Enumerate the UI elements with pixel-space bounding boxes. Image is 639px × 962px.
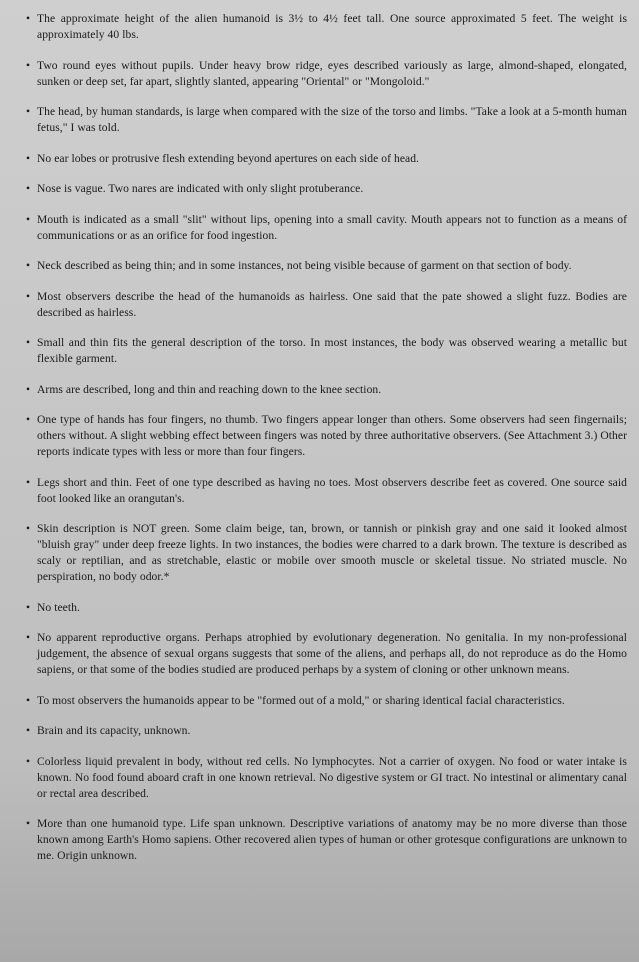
bullet-glyph: • (26, 212, 31, 226)
list-item-mold (28, 693, 627, 709)
list-item-skin (28, 521, 627, 585)
list-item-legs (28, 475, 627, 507)
list-item-torso (28, 335, 627, 367)
bullet-glyph: • (26, 413, 31, 426)
bullet-glyph: • (26, 259, 31, 272)
item-text: Small and thin fits the general description of the torso. In most instances, the body was observed wearing a metallic but flexible garment. (37, 336, 627, 365)
list-item-hair (28, 289, 627, 321)
item-text: No ear lobes or protrusive flesh extending beyond apertures on each side of head. (37, 151, 420, 165)
item-text: Brain and its capacity, unknown. (37, 724, 191, 737)
list-item-eyes (28, 58, 627, 90)
list-item-teeth (28, 600, 627, 616)
item-text: Mouth is indicated as a small "slit" without lips, opening into a small cavity. Mouth appears not to function as a means of communications or as an orifice for food ingestion. (37, 212, 627, 242)
item-text: More than one humanoid type. Life span unknown. Descriptive variations of anatomy may be no more diverse than those known among Earth's Homo sapiens. Other recovered alien types of human or other grotesque configurations are unknown to me. Origin unknown. (37, 817, 627, 862)
item-text: Colorless liquid prevalent in body, without red cells. No lymphocytes. Not a carrier of oxygen. No food or water intake is known. No food found aboard craft in one known retrieval. No digestive system or GI tract. No intestinal or alimentary canal or rectal area described. (37, 754, 627, 800)
bullet-glyph: • (26, 724, 31, 737)
item-text: Nose is vague. Two nares are indicated with only slight protuberance. (37, 182, 364, 195)
bullet-glyph: • (26, 12, 31, 25)
bullet-glyph: • (26, 817, 31, 830)
bullet-glyph: • (26, 105, 31, 118)
item-text: Two round eyes without pupils. Under heavy brow ridge, eyes described variously as large, almond-shaped, elongated, sunken or deep set, far apart, slightly slanted, appearing "Oriental" or "Mongoloid." (37, 58, 627, 88)
item-text: Skin description is NOT green. Some claim beige, tan, brown, or tannish or pinkish gray and one said it looked almost "bluish gray" under deep freeze lights. In two instances, the bodies were charred to a dark brown. The texture is described as scaly or reptilian, and as stretchable, elastic or mobile over smooth muscle or skeletal tissue. No striated muscle. No perspiration, no body odor.* (37, 522, 627, 583)
bullet-glyph: • (26, 522, 31, 535)
list-item-reproduction (28, 630, 627, 678)
list-item-mouth (28, 212, 627, 244)
list-item-arms (28, 382, 627, 398)
item-text: One type of hands has four fingers, no thumb. Two fingers appear longer than others. Some observers had seen fingernails; others without. A slight webbing effect between fingers was noted by three authoritative observers. (See Attachment 3.) Other reports indicate types with less or more than four fingers. (37, 413, 627, 458)
bullet-glyph: • (26, 693, 31, 707)
item-text: Arms are described, long and thin and reaching down to the knee section. (37, 382, 382, 396)
item-text: The approximate height of the alien humanoid is 3½ to 4½ feet tall. One source approximated 5 feet. The weight is approximately 40 lbs. (37, 12, 627, 41)
bullet-glyph: • (26, 151, 31, 165)
bullet-glyph: • (26, 475, 31, 489)
bullet-glyph: • (26, 58, 31, 72)
bullet-glyph: • (26, 631, 31, 644)
item-text: No teeth. (37, 600, 80, 614)
list-item-neck (28, 258, 627, 274)
item-text: No apparent reproductive organs. Perhaps atrophied by evolutionary degeneration. No genitalia. In my non-professional judgement, the absence of sexual organs suggests that some of the aliens, and perhaps all, do not reproduce as do the Homo sapiens, or that some of the bodies studied are produced perhaps by a system of cloning or other unknown means. (37, 631, 627, 676)
list-item-ears (28, 151, 627, 167)
list-item-hands (28, 412, 627, 460)
item-text: Legs short and thin. Feet of one type described as having no toes. Most observers describe feet as covered. One source said foot looked like an orangutan's. (37, 475, 627, 505)
item-text: To most observers the humanoids appear to be "formed out of a mold," or sharing identical facial characteristics. (37, 693, 565, 707)
list-item-liquid (28, 754, 627, 802)
list-item-nose (28, 181, 627, 197)
item-text: Most observers describe the head of the humanoids as hairless. One said that the pate showed a slight fuzz. Bodies are described as hairless. (37, 289, 627, 319)
item-text: Neck described as being thin; and in some instances, not being visible because of garment on that section of body. (37, 259, 572, 272)
bullet-glyph: • (26, 754, 31, 768)
bullet-glyph: • (26, 289, 31, 303)
bullet-glyph: • (26, 600, 31, 614)
bullet-glyph: • (26, 382, 31, 396)
bullet-glyph: • (26, 336, 31, 349)
list-item-height (28, 11, 627, 43)
list-item-head (28, 104, 627, 136)
bullet-glyph: • (26, 182, 31, 195)
list-item-brain (28, 723, 627, 739)
item-text: The head, by human standards, is large when compared with the size of the torso and limbs. "Take a look at a 5-month human fetus," I was told. (37, 105, 627, 134)
list-item-types (28, 816, 627, 864)
